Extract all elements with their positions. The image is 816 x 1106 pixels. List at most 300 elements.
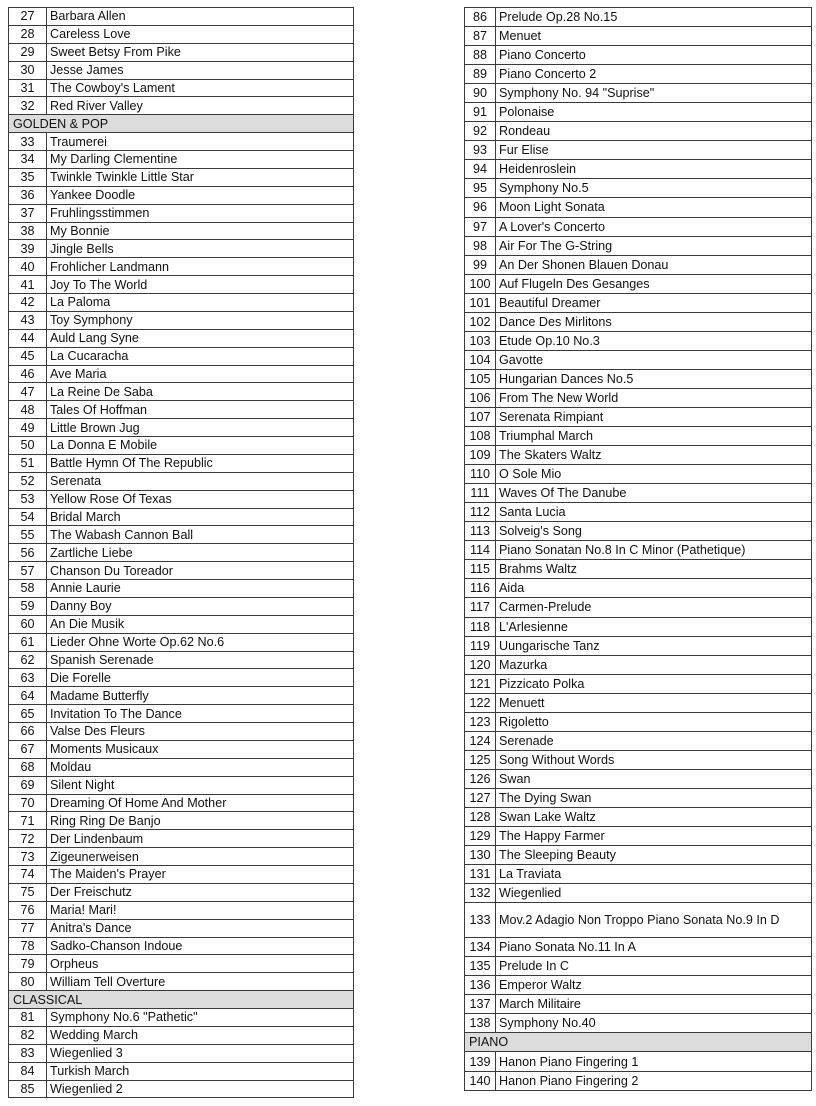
song-row [9,723,354,741]
song-title: Beautiful Dreamer [496,293,812,312]
song-title: La Reine De Saba [47,383,354,401]
song-number: 137 [465,995,496,1014]
song-title: The Dying Swan [496,788,812,807]
song-number: 89 [465,65,496,84]
song-title: Brahms Waltz [496,560,812,579]
song-title: Symphony No.6 "Pathetic" [47,1009,354,1027]
category-header-row [9,991,354,1009]
song-title: Zigeunerweisen [47,848,354,866]
song-title: Toy Symphony [47,311,354,329]
song-number: 123 [465,712,496,731]
song-number: 56 [9,544,47,562]
song-title: Sadko-Chanson Indoue [47,937,354,955]
song-title: Prelude Op.28 No.15 [496,8,812,27]
song-row [465,731,812,750]
song-number: 83 [9,1044,47,1062]
song-row [465,293,812,312]
song-row [9,580,354,598]
song-number: 81 [9,1009,47,1027]
song-title: Chanson Du Toreador [47,562,354,580]
song-row [9,133,354,151]
song-number: 38 [9,222,47,240]
song-row [465,103,812,122]
song-number: 98 [465,236,496,255]
song-row [9,919,354,937]
song-number: 50 [9,437,47,455]
song-number: 28 [9,25,47,43]
song-title: Etude Op.10 No.3 [496,331,812,350]
song-row [465,807,812,826]
song-title: From The New World [496,388,812,407]
song-row [465,884,812,903]
song-number: 101 [465,293,496,312]
song-row [465,655,812,674]
song-row [465,427,812,446]
song-title: Ring Ring De Banjo [47,812,354,830]
song-row [465,1014,812,1033]
song-row [465,65,812,84]
song-title: Spanish Serenade [47,651,354,669]
song-number: 42 [9,294,47,312]
song-number: 57 [9,562,47,580]
song-title: Jesse James [47,61,354,79]
song-title: Mov.2 Adagio Non Troppo Piano Sonata No.9 In D [496,903,812,938]
song-number: 131 [465,865,496,884]
song-number: 53 [9,490,47,508]
song-number: 43 [9,311,47,329]
song-title: La Paloma [47,294,354,312]
song-row [9,25,354,43]
song-row [9,633,354,651]
song-number: 73 [9,848,47,866]
song-row [465,636,812,655]
song-title: March Militaire [496,995,812,1014]
song-number: 72 [9,830,47,848]
song-title: Yellow Rose Of Texas [47,490,354,508]
song-row [9,937,354,955]
song-title: Der Freischutz [47,883,354,901]
song-row [9,597,354,615]
song-number: 44 [9,329,47,347]
song-row [9,508,354,526]
song-row [9,883,354,901]
song-row [9,472,354,490]
song-number: 95 [465,179,496,198]
song-title: The Maiden's Prayer [47,866,354,884]
song-number: 47 [9,383,47,401]
song-row [9,401,354,419]
song-number: 119 [465,636,496,655]
song-row [465,522,812,541]
song-number: 122 [465,693,496,712]
song-title: Uungarische Tanz [496,636,812,655]
song-row [465,27,812,46]
song-title: Wedding March [47,1026,354,1044]
song-title: Symphony No.5 [496,179,812,198]
song-title: The Skaters Waltz [496,446,812,465]
song-row [9,419,354,437]
song-number: 49 [9,419,47,437]
song-title: Santa Lucia [496,503,812,522]
song-row [9,1062,354,1080]
song-row [9,687,354,705]
song-row [9,705,354,723]
song-title: Serenata [47,472,354,490]
song-title: The Wabash Cannon Ball [47,526,354,544]
song-number: 135 [465,957,496,976]
song-number: 54 [9,508,47,526]
song-title: Hanon Piano Fingering 2 [496,1071,812,1090]
song-number: 87 [465,27,496,46]
song-row [9,973,354,991]
category-header: GOLDEN & POP [9,115,354,133]
song-title: Carmen-Prelude [496,598,812,617]
song-title: Solveig's Song [496,522,812,541]
song-number: 99 [465,255,496,274]
category-header-row [9,115,354,133]
song-title: Bridal March [47,508,354,526]
song-number: 102 [465,312,496,331]
song-title: Dance Des Mirlitons [496,312,812,331]
song-number: 126 [465,769,496,788]
song-row [9,43,354,61]
song-number: 93 [465,141,496,160]
song-number: 121 [465,674,496,693]
song-number: 134 [465,938,496,957]
song-title: Serenata Rimpiant [496,407,812,426]
song-number: 115 [465,560,496,579]
song-number: 84 [9,1062,47,1080]
song-row [465,369,812,388]
song-title: The Happy Farmer [496,827,812,846]
song-row [9,758,354,776]
song-title: Ave Maria [47,365,354,383]
song-number: 103 [465,331,496,350]
song-row [465,712,812,731]
song-title: Silent Night [47,776,354,794]
song-row [465,750,812,769]
song-number: 39 [9,240,47,258]
song-title: My Darling Clementine [47,151,354,169]
song-number: 109 [465,446,496,465]
song-row [9,1009,354,1027]
song-number: 111 [465,484,496,503]
song-title: Wiegenlied 3 [47,1044,354,1062]
song-number: 118 [465,617,496,636]
song-title: Polonaise [496,103,812,122]
song-row [465,236,812,255]
song-title: Tales Of Hoffman [47,401,354,419]
song-row [465,350,812,369]
song-number: 92 [465,122,496,141]
song-number: 85 [9,1080,47,1098]
song-title: Moldau [47,758,354,776]
song-row [465,827,812,846]
song-number: 68 [9,758,47,776]
song-row [9,311,354,329]
song-number: 60 [9,615,47,633]
song-row [9,830,354,848]
song-row [9,1080,354,1098]
song-number: 70 [9,794,47,812]
song-number: 82 [9,1026,47,1044]
song-row [465,274,812,293]
song-row [9,562,354,580]
song-title: Hungarian Dances No.5 [496,369,812,388]
song-row [465,407,812,426]
song-number: 125 [465,750,496,769]
song-number: 79 [9,955,47,973]
song-row [465,255,812,274]
song-title: Fruhlingsstimmen [47,204,354,222]
song-row [9,79,354,97]
song-title: Traumerei [47,133,354,151]
song-row [465,976,812,995]
song-row [465,312,812,331]
song-title: Heidenroslein [496,160,812,179]
song-row [9,490,354,508]
song-number: 116 [465,579,496,598]
song-title: Maria! Mari! [47,901,354,919]
song-title: Menuet [496,27,812,46]
song-title: Auf Flugeln Des Gesanges [496,274,812,293]
song-number: 61 [9,633,47,651]
song-number: 132 [465,884,496,903]
song-title: Hanon Piano Fingering 1 [496,1052,812,1071]
song-title: Anitra's Dance [47,919,354,937]
song-row [465,503,812,522]
song-row [9,740,354,758]
song-row [9,544,354,562]
song-row [9,526,354,544]
song-number: 40 [9,258,47,276]
song-row [465,484,812,503]
song-title: La Donna E Mobile [47,437,354,455]
song-row [9,240,354,258]
song-title: Air For The G-String [496,236,812,255]
song-row [9,812,354,830]
song-row [465,388,812,407]
song-number: 69 [9,776,47,794]
song-row [9,168,354,186]
song-title: Gavotte [496,350,812,369]
song-title: Swan [496,769,812,788]
song-row [465,598,812,617]
song-title: La Traviata [496,865,812,884]
song-number: 96 [465,198,496,217]
song-number: 97 [465,217,496,236]
song-number: 55 [9,526,47,544]
song-title: Jingle Bells [47,240,354,258]
song-row [9,454,354,472]
song-number: 35 [9,168,47,186]
song-row [9,776,354,794]
song-list-left-body [9,8,354,1098]
song-title: Song Without Words [496,750,812,769]
song-row [465,541,812,560]
song-number: 113 [465,522,496,541]
song-title: Rondeau [496,122,812,141]
song-number: 51 [9,454,47,472]
song-row [9,866,354,884]
song-number: 108 [465,427,496,446]
song-number: 48 [9,401,47,419]
song-title: Pizzicato Polka [496,674,812,693]
song-row [465,579,812,598]
song-row [465,788,812,807]
song-number: 86 [465,8,496,27]
song-title: Annie Laurie [47,580,354,598]
song-title: Der Lindenbaum [47,830,354,848]
song-number: 128 [465,807,496,826]
song-number: 112 [465,503,496,522]
song-number: 52 [9,472,47,490]
song-number: 32 [9,97,47,115]
song-number: 107 [465,407,496,426]
song-title: Piano Sonata No.11 In A [496,938,812,957]
song-row [465,465,812,484]
song-number: 124 [465,731,496,750]
song-number: 74 [9,866,47,884]
song-row [9,1044,354,1062]
song-number: 58 [9,580,47,598]
song-number: 64 [9,687,47,705]
song-title: Emperor Waltz [496,976,812,995]
song-row [465,903,812,938]
song-number: 65 [9,705,47,723]
song-row [9,347,354,365]
song-title: Rigoletto [496,712,812,731]
song-row [465,769,812,788]
song-number: 36 [9,186,47,204]
song-title: Serenade [496,731,812,750]
song-row [465,217,812,236]
song-row [9,8,354,26]
song-title: Mazurka [496,655,812,674]
song-title: Auld Lang Syne [47,329,354,347]
song-title: Aida [496,579,812,598]
song-row [9,383,354,401]
song-title: Danny Boy [47,597,354,615]
song-number: 127 [465,788,496,807]
song-title: Wiegenlied [496,884,812,903]
song-title: My Bonnie [47,222,354,240]
song-row [465,957,812,976]
song-number: 106 [465,388,496,407]
song-number: 133 [465,903,496,938]
song-row [9,669,354,687]
song-title: Fur Elise [496,141,812,160]
song-row [9,186,354,204]
song-title: Piano Concerto [496,46,812,65]
song-title: Moments Musicaux [47,740,354,758]
song-row [9,61,354,79]
song-number: 41 [9,276,47,294]
song-title: Joy To The World [47,276,354,294]
song-number: 90 [465,84,496,103]
song-title: Sweet Betsy From Pike [47,43,354,61]
song-list-table-right [464,7,812,1091]
song-title: Menuett [496,693,812,712]
song-title: L'Arlesienne [496,617,812,636]
song-row [465,865,812,884]
song-title: Barbara Allen [47,8,354,26]
song-number: 120 [465,655,496,674]
song-row [465,1052,812,1071]
song-title: Frohlicher Landmann [47,258,354,276]
song-title: Piano Concerto 2 [496,65,812,84]
song-title: Triumphal March [496,427,812,446]
song-title: Valse Des Fleurs [47,723,354,741]
song-title: Red River Valley [47,97,354,115]
song-title: Yankee Doodle [47,186,354,204]
song-title: O Sole Mio [496,465,812,484]
song-number: 105 [465,369,496,388]
song-row [465,8,812,27]
song-title: Invitation To The Dance [47,705,354,723]
song-number: 110 [465,465,496,484]
song-row [465,446,812,465]
song-title: Piano Sonatan No.8 In C Minor (Pathetique) [496,541,812,560]
song-row [465,331,812,350]
song-row [465,1071,812,1090]
song-title: Wiegenlied 2 [47,1080,354,1098]
song-number: 45 [9,347,47,365]
song-row [9,151,354,169]
song-row [9,329,354,347]
song-title: Dreaming Of Home And Mother [47,794,354,812]
song-number: 129 [465,827,496,846]
song-number: 27 [9,8,47,26]
song-row [9,258,354,276]
song-row [9,276,354,294]
song-row [9,97,354,115]
song-title: A Lover's Concerto [496,217,812,236]
song-row [9,955,354,973]
song-number: 30 [9,61,47,79]
song-row [9,1026,354,1044]
song-number: 130 [465,846,496,865]
song-number: 139 [465,1052,496,1071]
song-row [9,365,354,383]
song-number: 33 [9,133,47,151]
song-number: 62 [9,651,47,669]
song-title: Prelude In C [496,957,812,976]
song-title: The Sleeping Beauty [496,846,812,865]
song-number: 37 [9,204,47,222]
category-header: CLASSICAL [9,991,354,1009]
song-title: An Der Shonen Blauen Donau [496,255,812,274]
song-row [465,160,812,179]
song-title: Swan Lake Waltz [496,807,812,826]
song-title: Madame Butterfly [47,687,354,705]
song-title: Symphony No. 94 "Suprise" [496,84,812,103]
song-title: Careless Love [47,25,354,43]
song-title: Battle Hymn Of The Republic [47,454,354,472]
song-row [465,198,812,217]
song-row [465,141,812,160]
song-number: 31 [9,79,47,97]
song-title: William Tell Overture [47,973,354,991]
song-row [9,794,354,812]
song-number: 29 [9,43,47,61]
song-title: La Cucaracha [47,347,354,365]
song-row [465,846,812,865]
song-title: Lieder Ohne Worte Op.62 No.6 [47,633,354,651]
song-title: Waves Of The Danube [496,484,812,503]
song-row [465,938,812,957]
song-row [465,46,812,65]
